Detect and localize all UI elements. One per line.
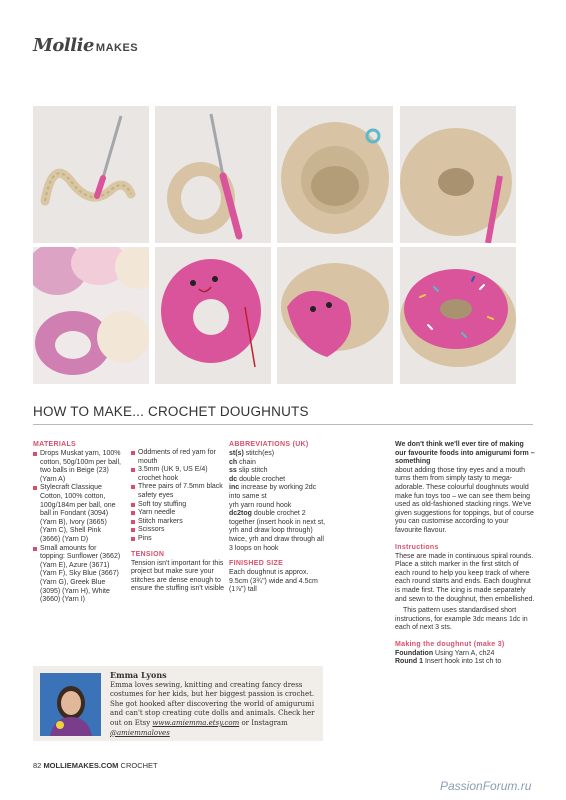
step-photo-5 xyxy=(33,247,149,384)
materials-item: 3.5mm (UK 9, US E/4) crochet hook xyxy=(131,466,227,483)
abbreviation-entry: ch chain xyxy=(229,458,256,466)
step-photo-6 xyxy=(155,247,271,384)
watermark: PassionForum.ru xyxy=(440,779,532,793)
materials-item: Yarn needle xyxy=(131,509,227,518)
step-photo-1 xyxy=(33,106,149,243)
tension-text: Tension isn't important for this project but make sure your stitches are dense enough to ensure the stuffing isn't visible xyxy=(131,559,225,593)
instructions-p2: This pattern uses standardised short instructions, for example 3dc means 1dc in each of next 3 sts. xyxy=(395,607,528,632)
footer-section: CROCHET xyxy=(120,761,158,770)
materials-column xyxy=(33,441,123,605)
page-number: 82 xyxy=(33,761,42,770)
materials-item: Small amounts for topping: Sunflower (3662) (Yarn E), Azure (3671) (Yarn F), Sky Blue (3667) (Yarn G), Greek Blue (3095) (Yarn H), White (3660) (Yarn I) xyxy=(33,545,123,605)
step-photo-7 xyxy=(277,247,393,384)
materials-item: Three pairs of 7.5mm black safety eyes xyxy=(131,483,227,500)
instructions-p1: These are made in continuous spiral rounds. Place a stitch marker in the first stitch of each round to help you keep track of where each round starts and ends. Each doughnut is made first. The icing is made separately and sewn to the doughnut, then embellished. xyxy=(395,552,535,603)
logo-script: Mollie xyxy=(33,35,94,56)
abbreviations-title: ABBREVIATIONS (UK) xyxy=(229,441,309,448)
abbreviation-entry: ss slip stitch xyxy=(229,467,268,475)
finished-size-text: Each doughnut is approx. 9.5cm (3¾") wide and 4.5cm (1⅞") tall xyxy=(229,569,318,594)
etsy-link[interactable]: www.amiemma.etsy.com xyxy=(152,718,240,727)
materials-title: MATERIALS xyxy=(33,441,77,448)
finished-size-title: FINISHED SIZE xyxy=(229,560,284,568)
instructions-title: Instructions xyxy=(395,543,439,551)
abbreviation-entry: dc2tog double crochet 2 together (insert hook in next st, yrh and draw loop through) twice, yrh and draw through all 3 loops on hook xyxy=(229,510,326,552)
making-round-1: Round 1 Insert hook into 1st ch to xyxy=(395,658,502,666)
making-foundation: Foundation Using Yarn A, ch24 xyxy=(395,649,495,657)
abbreviation-entry: inc increase by working 2dc into same st xyxy=(229,484,317,500)
making-title: Making the doughnut (make 3) xyxy=(395,640,505,648)
designer-photo xyxy=(40,673,101,736)
step-photo-2 xyxy=(155,106,271,243)
designer-name: Emma Lyons xyxy=(110,670,167,680)
materials-item: Stylecraft Classique Cotton, 100% cotton, 100g/184m per ball, one ball in Fondant (3094) (Yarn B), Ivory (3665) (Yarn C), Shell Pink (3666) (Yarn D) xyxy=(33,484,123,544)
designer-bio-text: Emma Lyons Emma loves sewing, knitting and creating fancy dress costumes for her kids, but her biggest passion is crochet. She got hooked after discovering the world of amigurumi and can't stop creating cute dolls and animals. Check her out on Etsy www.amiemma.etsy.com or Instagram @amiemmaloves xyxy=(110,671,325,738)
step-photo-8 xyxy=(400,247,516,384)
heading-divider xyxy=(33,424,533,425)
abbreviation-entry: st(s) stitch(es) xyxy=(229,450,275,457)
step-photo-4 xyxy=(400,106,516,243)
abbreviation-entry: yrh yarn round hook xyxy=(229,501,292,509)
materials-item: Stitch markers xyxy=(131,518,227,527)
instructions-column xyxy=(395,441,535,667)
magazine-logo xyxy=(33,35,138,56)
footer-site: MOLLIEMAKES.COM xyxy=(43,761,119,770)
intro-body: about adding those tiny eyes and a mouth turns them from simply tasty to mega-adorable. These colourful doughnuts would make fun toys too – we can see them being used as old-fashioned stacking rings. We've given suggestions for toppings, but of course you can customise according to your favourite flavour. xyxy=(395,466,534,534)
intro-lead: We don't think we'll ever tire of making our favourite foods into amigurumi form – something xyxy=(395,441,535,466)
page-footer xyxy=(33,761,158,770)
materials-item: Oddments of red yarn for mouth xyxy=(131,449,227,466)
materials-item: Drops Muskat yarn, 100% cotton, 50g/100m per ball, two balls in Beige (23) (Yarn A) xyxy=(33,450,123,484)
materials-item: Scissors xyxy=(131,526,227,535)
materials-item: Soft toy stuffing xyxy=(131,501,227,510)
materials-item: Pins xyxy=(131,535,227,544)
abbreviations-column xyxy=(229,441,329,595)
instagram-link[interactable]: @amiemmaloves xyxy=(110,728,170,737)
materials-column-2 xyxy=(131,441,227,594)
tension-title: TENSION xyxy=(131,550,165,558)
article-heading: HOW TO MAKE... CROCHET DOUGHNUTS xyxy=(33,404,309,419)
step-photo-3 xyxy=(277,106,393,243)
logo-makes: MAKES xyxy=(95,42,139,54)
abbreviation-entry: dc double crochet xyxy=(229,475,286,483)
